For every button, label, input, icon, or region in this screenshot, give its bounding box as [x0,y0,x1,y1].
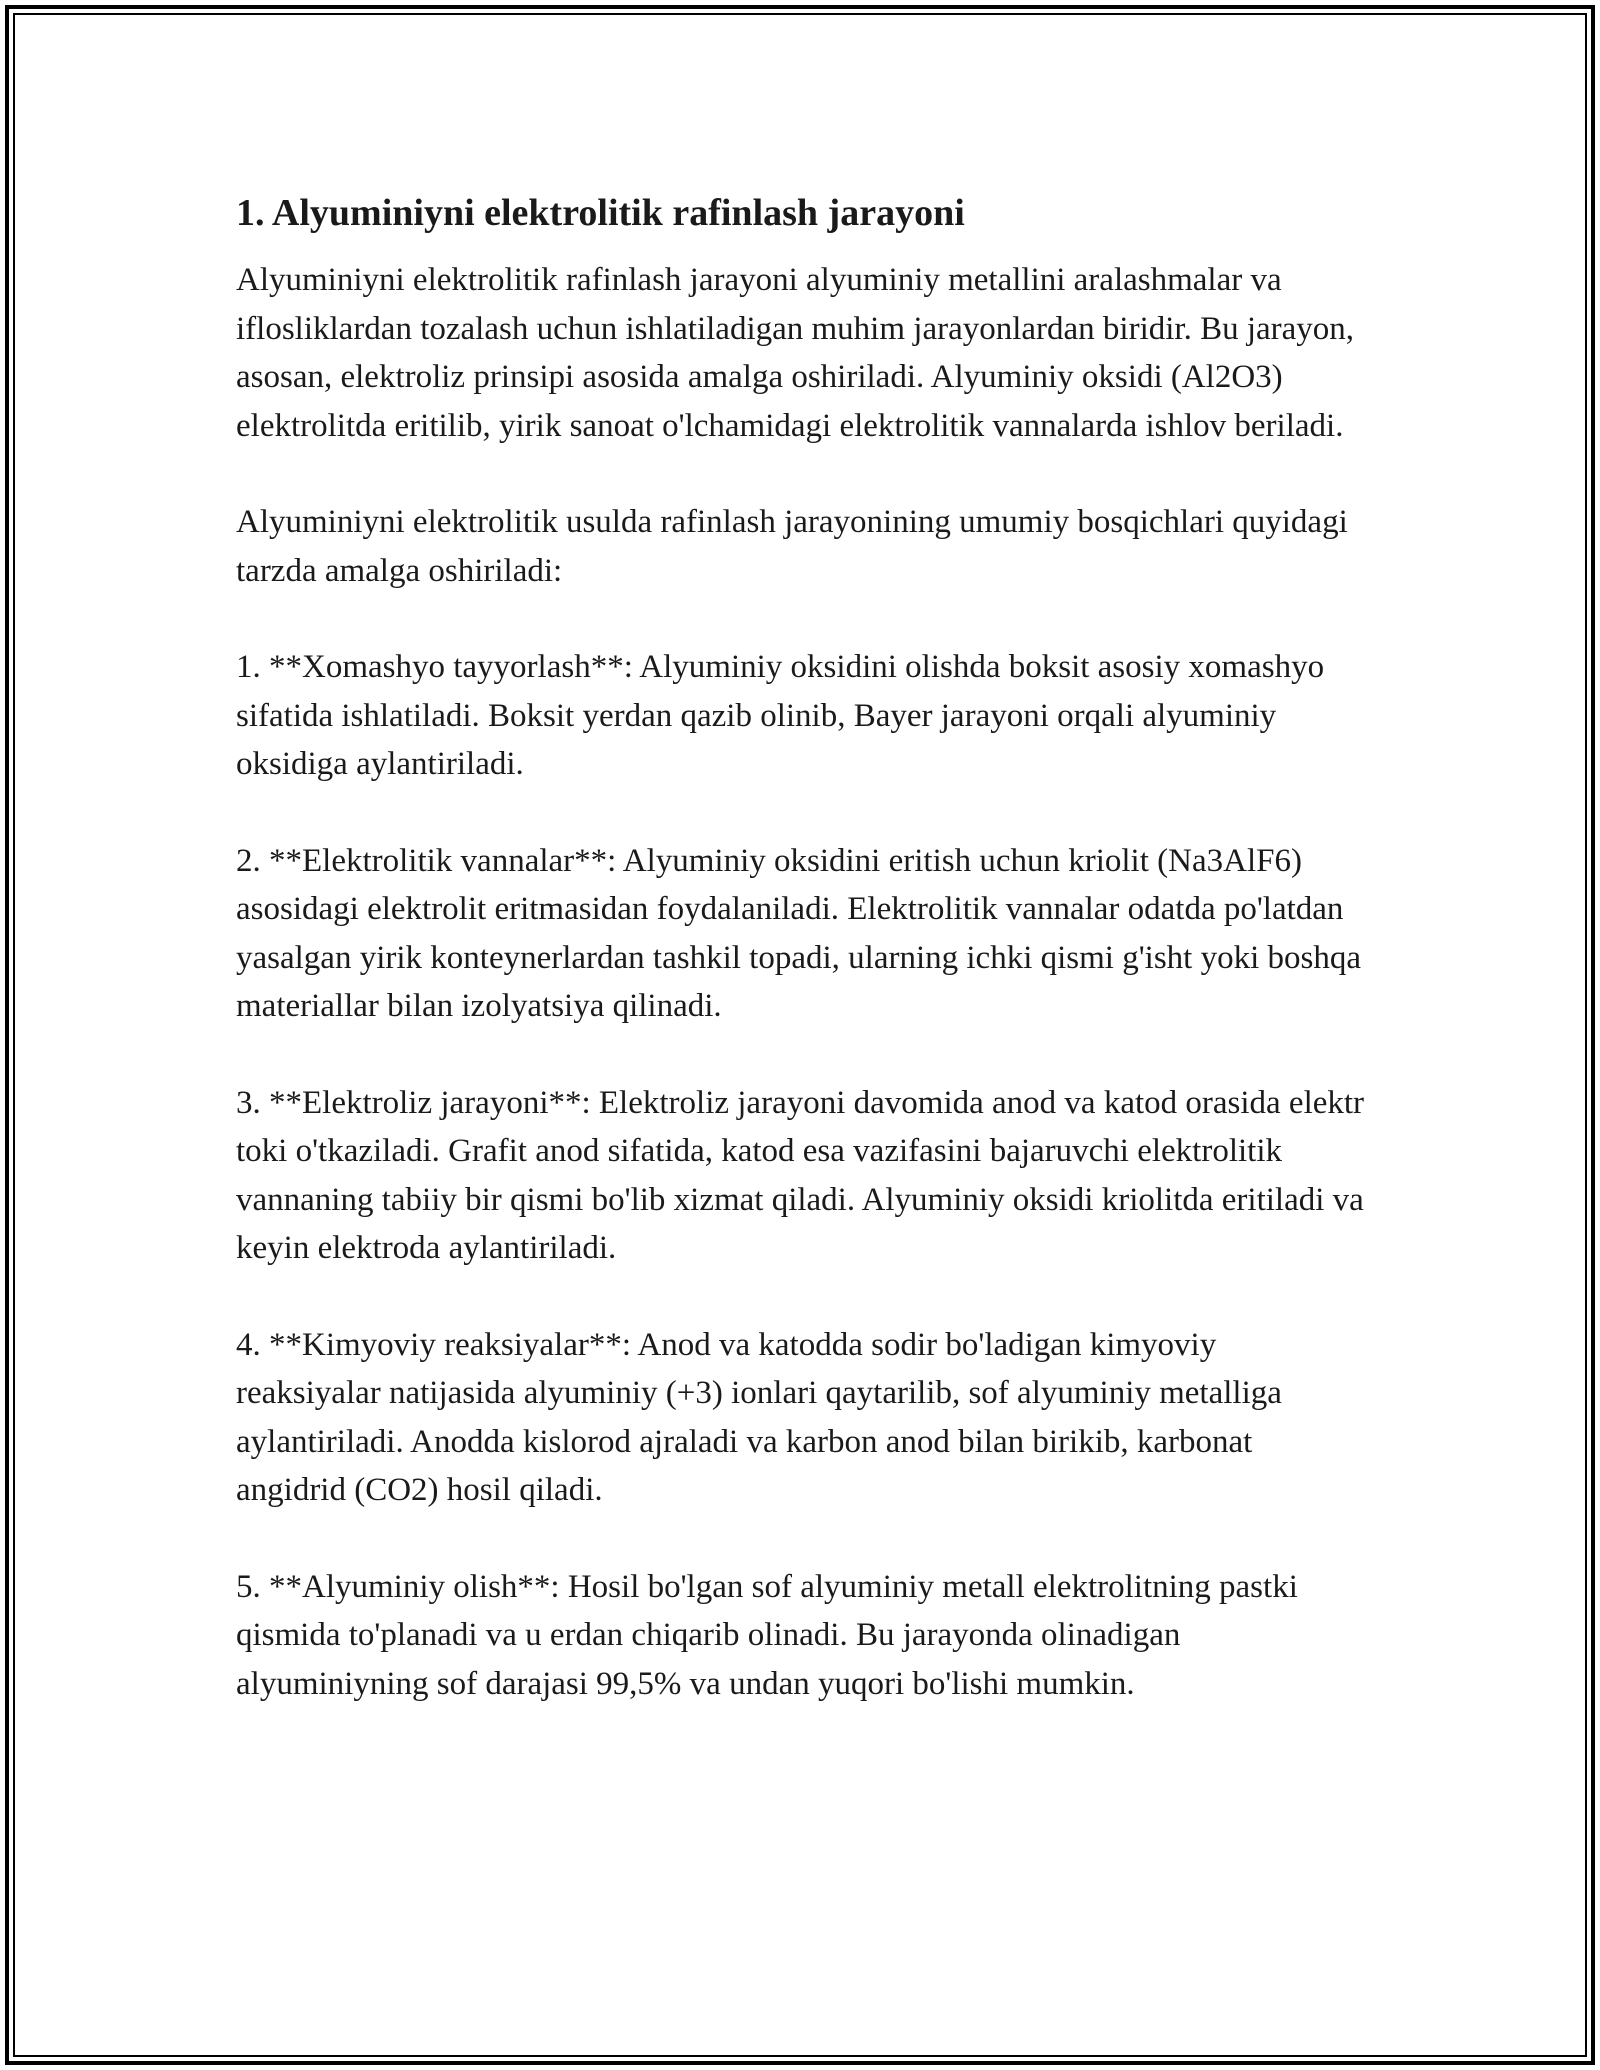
intro-paragraph: Alyuminiyni elektrolitik rafinlash jarayoni alyuminiy metallini aralashmalar va iflosliklardan tozalash uchun ishlatiladigan muhim jarayonlardan biridir. Bu jarayon, asosan, elektroliz prinsipi asosida amalga oshiriladi. Alyuminiy oksidi (Al2O3) elektrolitda eritilib, yirik sanoat o'lchamidagi elektrolitik vannalarda ishlov beriladi. [236,262,1355,444]
document-body [236,186,1366,1756]
step-5-paragraph: 5. **Alyuminiy olish**: Hosil bo'lgan sof alyuminiy metall elektrolitning pastki qismida to'planadi va u erdan chiqarib olinadi. Bu jarayonda olinadigan alyuminiyning sof darajasi 99,5% va undan yuqori bo'lishi mumkin. [236,1568,1298,1702]
step-4-paragraph: 4. **Kimyoviy reaksiyalar**: Anod va katodda sodir bo'ladigan kimyoviy reaksiyalar natijasida alyuminiy (+3) ionlari qaytarilib, sof alyuminiy metalliga aylantiriladi. Anodda kislorod ajraladi va karbon anod bilan birikib, karbonat angidrid (CO2) hosil qiladi. [236,1326,1282,1508]
step-1-paragraph: 1. **Xomashyo tayyorlash**: Alyuminiy oksidini olishda boksit asosiy xomashyo sifatida ishlatiladi. Boksit yerdan qazib olinib, Bayer jarayoni orqali alyuminiy oksidiga aylantiriladi. [236,649,1325,782]
stages-intro-paragraph: Alyuminiyni elektrolitik usulda rafinlash jarayonining umumiy bosqichlari quyidagi tarzda amalga oshiriladi: [236,504,1348,589]
document-title: 1. Alyuminiyni elektrolitik rafinlash jarayoni [236,192,965,234]
step-3-paragraph: 3. **Elektroliz jarayoni**: Elektroliz jarayoni davomida anod va katod orasida elektr toki o'tkaziladi. Grafit anod sifatida, katod esa vazifasini bajaruvchi elektrolitik vannaning tabiiy bir qismi bo'lib xizmat qiladi. Alyuminiy oksidi kriolitda eritiladi va keyin elektroda aylantiriladi. [236,1084,1365,1266]
step-2-paragraph: 2. **Elektrolitik vannalar**: Alyuminiy oksidini eritish uchun kriolit (Na3AlF6) asosidagi elektrolit eritmasidan foydalaniladi. Elektrolitik vannalar odatda po'latdan yasalgan yirik konteynerlardan tashkil topadi, ularning ichki qismi g'isht yoki boshqa materiallar bilan izolyatsiya qilinadi. [236,842,1361,1024]
